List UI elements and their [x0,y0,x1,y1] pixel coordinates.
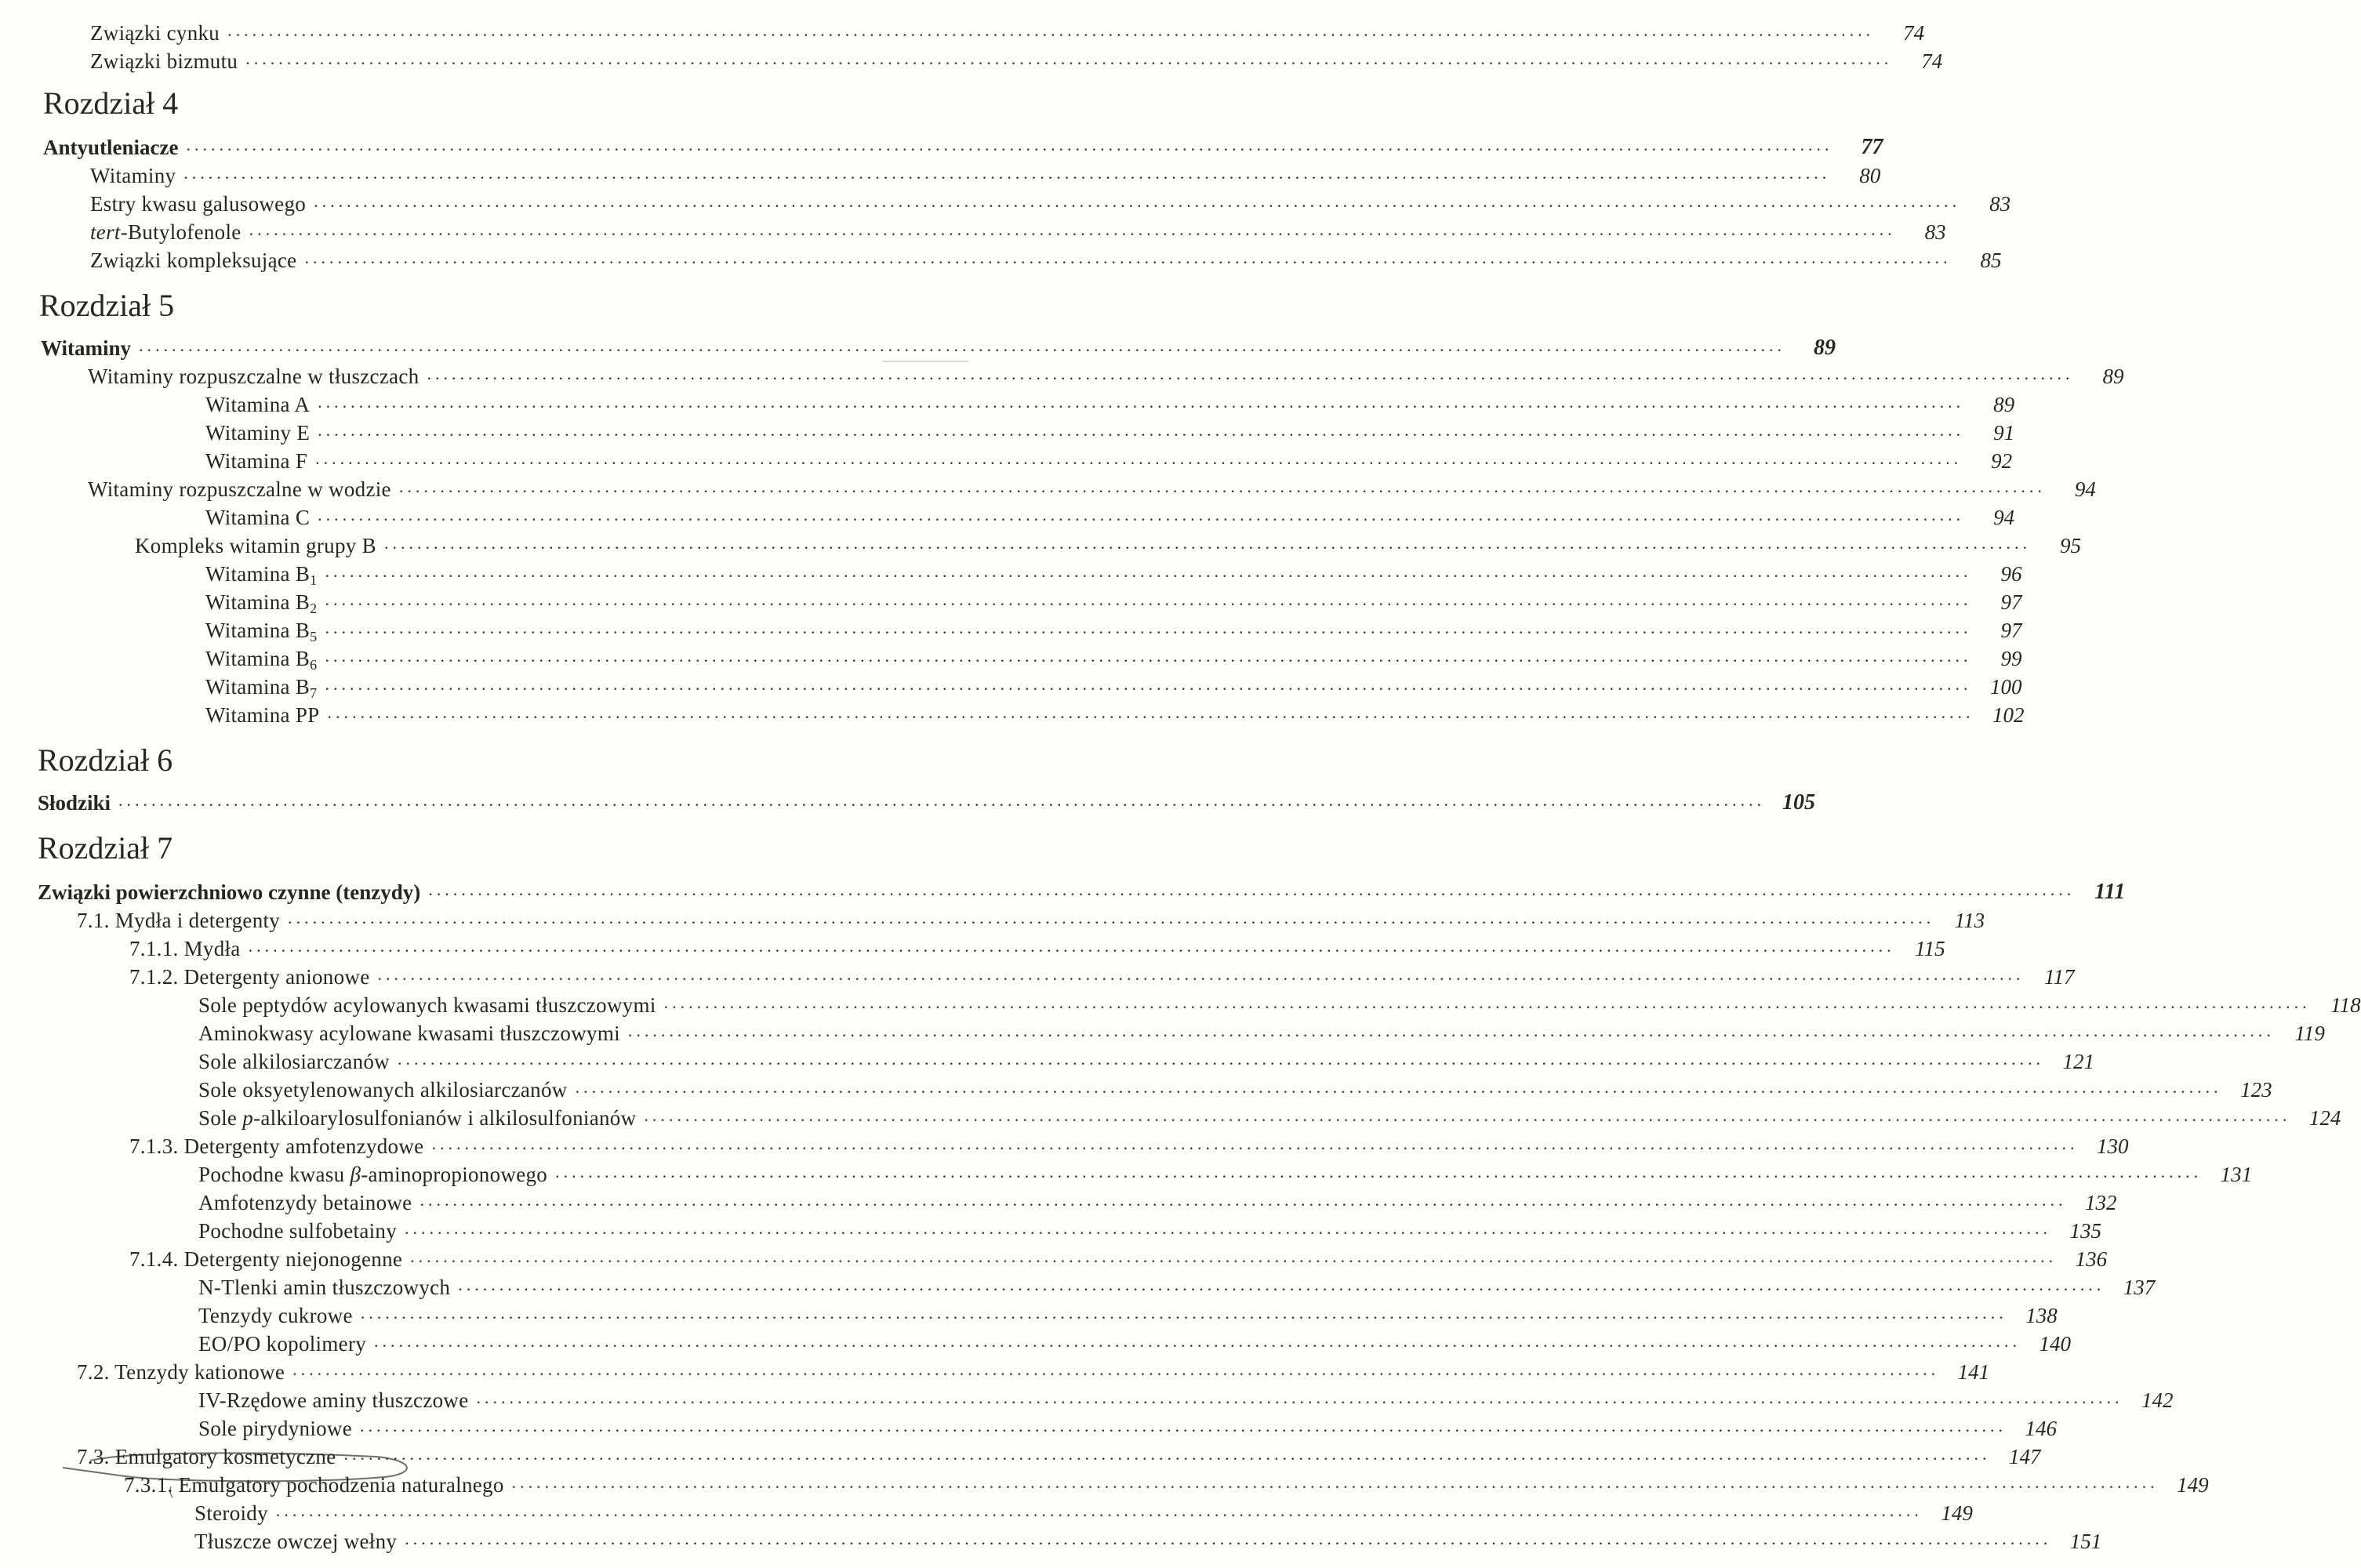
toc-entry-line[interactable] [198,1212,2102,1243]
dot-leader: ........................................................................................................................................................................................................ [398,477,2046,496]
dot-leader: ........................................................................................................................................................................................................ [555,1162,2203,1181]
toc-entry-title [205,703,327,728]
toc-entry-line[interactable] [198,1184,2117,1215]
toc-entry-text: Sole pirydyniowe [198,1417,353,1440]
chapter-heading: Rozdział 5 [39,288,175,323]
toc-entry-prefix: Pochodne kwasu [198,1163,351,1186]
dot-leader: ........................................................................................................................................................................................................ [458,1275,2105,1294]
page-number: 111 [2094,880,2126,904]
toc-entry-line[interactable] [205,696,2025,728]
toc-entry-text: Sole oksyetylenowanych alkilosiarczanów [198,1078,568,1102]
chapter-heading: Rozdział 6 [38,742,173,778]
page-number: 74 [1921,49,1943,73]
page-number: 92 [1991,449,2013,473]
dot-leader: ........................................................................................................................................................................................................ [476,1388,2123,1407]
toc-entry-italic-prefix: β [350,1163,361,1186]
page-number: 102 [1992,703,2025,727]
page-number: 77 [1861,135,1883,159]
toc-entry-text: 7.1. Mydła i detergenty [77,909,281,932]
toc-entry-line[interactable] [88,470,2096,502]
page-number: 85 [1980,249,2002,272]
dot-leader: ........................................................................................................................................................................................................ [275,1501,1923,1520]
page-number: 117 [2043,965,2075,989]
page-number: 80 [1859,164,1881,187]
toc-entry-text: 7.3.1. Emulgatory pochodzenia naturalnego [124,1473,504,1497]
toc-entry-line[interactable] [198,1325,2072,1356]
page-number: 94 [1993,506,2015,529]
toc-entry-text: Tłuszcze owczej wełny [194,1530,398,1553]
toc-section-line[interactable] [38,784,1816,815]
page-number: 121 [2062,1050,2094,1073]
toc-entry-line[interactable] [90,14,1925,45]
dot-leader: ........................................................................................................................................................................................................ [343,1444,1991,1464]
toc-entry-line[interactable] [90,213,1946,245]
toc-entry-line[interactable] [77,1353,1990,1385]
toc-entry-line[interactable] [90,42,1943,74]
dot-leader: ........................................................................................................................................................................................................ [420,1190,2067,1210]
dot-leader: ........................................................................................................................................................................................................ [139,336,1786,355]
toc-section-line[interactable] [38,873,2126,905]
dot-leader: ........................................................................................................................................................................................................ [186,135,1833,154]
toc-entry-line[interactable] [198,1014,2325,1046]
toc-entry-line[interactable] [198,1269,2156,1300]
toc-entry-line[interactable] [194,1523,2102,1554]
toc-entry-line[interactable] [205,583,2022,616]
toc-entry-title [38,791,118,815]
toc-entry-line[interactable] [77,1438,2041,1469]
page-number: 100 [1989,675,2022,699]
toc-entry-text: Sole peptydów acylowanych kwasami tłuszczowymi [198,993,656,1017]
toc-entry-line[interactable] [205,386,2015,417]
toc-entry-text: Estry kwasu galusowego [90,192,307,216]
dot-leader: ........................................................................................................................................................................................................ [360,1303,2007,1323]
toc-section-line[interactable] [41,329,1836,361]
toc-entry-line[interactable] [90,157,1881,188]
toc-entry-text: 7.1.3. Detergenty amfotenzydowe [129,1134,424,1158]
page-number: 89 [2102,365,2124,388]
toc-entry-line[interactable] [77,902,1985,933]
page-number: 96 [2000,562,2022,586]
toc-entry-line[interactable] [129,1127,2129,1159]
toc-entry-line[interactable] [205,442,2013,474]
toc-entry-text: 7.1.2. Detergenty anionowe [129,965,370,989]
page-number: 94 [2074,477,2096,501]
page-number: 149 [1941,1501,1973,1525]
page-number: 131 [2220,1163,2253,1186]
toc-entry-line[interactable] [198,1381,2174,1413]
toc-entry-text: Witamina PP [205,703,320,727]
dot-leader: ........................................................................................................................................................................................................ [397,1049,2044,1069]
dot-leader: ........................................................................................................................................................................................................ [315,448,1963,468]
page-number: 138 [2025,1304,2058,1327]
toc-entry-text: Witaminy rozpuszczalne w tłuszczach [88,365,420,388]
toc-entry-text: 7.1.4. Detergenty niejonogenne [129,1247,403,1271]
page-number: 99 [2000,647,2022,670]
dot-leader: ........................................................................................................................................................................................................ [183,163,1831,183]
toc-entry-text: 7.1.1. Mydła [129,937,241,960]
page-number: 115 [1915,937,1945,960]
toc-entry-line[interactable] [205,640,2022,673]
dot-leader: ........................................................................................................................................................................................................ [292,1359,1940,1379]
dot-leader: ........................................................................................................................................................................................................ [383,533,2031,553]
toc-entry-text: Amfotenzydy betainowe [198,1191,412,1214]
dot-leader: ........................................................................................................................................................................................................ [360,1416,2007,1436]
page-number: 136 [2075,1247,2108,1271]
chapter-heading: Rozdział 7 [38,830,173,866]
dot-leader: ........................................................................................................................................................................................................ [248,936,1895,956]
toc-entry-line[interactable] [198,1071,2272,1102]
dot-leader: ........................................................................................................................................................................................................ [227,20,1875,40]
toc-entry-line[interactable] [198,1156,2253,1187]
dot-leader: ........................................................................................................................................................................................................ [428,880,2076,899]
page-number: 83 [1989,192,2011,216]
toc-entry-text: Witaminy [90,164,176,187]
toc-entry-text: Steroidy [194,1501,268,1525]
toc-entry-line[interactable] [205,555,2022,588]
page-number: 95 [2059,534,2081,557]
toc-entry-text: -alkiloarylosulfonianów i alkilosulfonianów [253,1106,637,1130]
page-number: 130 [2096,1134,2129,1158]
dot-leader: ........................................................................................................................................................................................................ [644,1105,2291,1125]
toc-entry-title [194,1530,405,1554]
toc-entry-text: Witamina F [205,449,308,473]
dot-leader: ........................................................................................................................................................................................................ [374,1331,2021,1351]
toc-entry-text: Witamina C [205,506,311,529]
toc-entry-line[interactable] [198,1297,2058,1328]
subscript: 2 [310,601,318,616]
toc-entry-text: Witaminy E [205,421,311,445]
subscript: 1 [310,572,318,588]
page-number: 113 [1954,909,1985,932]
toc-entry-text: 7.3. Emulgatory kosmetyczne [77,1445,336,1468]
toc-entry-text: Witaminy rozpuszczalne w wodzie [88,477,391,501]
dot-leader: ........................................................................................................................................................................................................ [327,702,1974,722]
dot-leader: ........................................................................................................................................................................................................ [405,1529,2052,1548]
toc-entry-text: Związki cynku [90,21,220,45]
toc-entry-line[interactable] [198,1043,2094,1074]
page-number: 149 [2177,1473,2209,1497]
dot-leader: ........................................................................................................................................................................................................ [663,993,2311,1012]
dot-leader: ........................................................................................................................................................................................................ [318,420,1965,440]
toc-entry-italic-prefix: tert [90,220,121,244]
toc-entry-text: Kompleks witamin grupy B [135,534,376,557]
toc-entry-text: EO/PO kopolimery [198,1332,367,1356]
toc-entry-line[interactable] [198,1410,2058,1441]
toc-entry-italic-prefix: p [242,1106,254,1130]
toc-entry-line[interactable] [90,241,2002,273]
page-number: 97 [2000,619,2022,642]
toc-entry-text: Słodziki [38,791,111,815]
page-number: 119 [2294,1022,2325,1045]
dot-leader: ........................................................................................................................................................................................................ [575,1077,2222,1097]
dot-leader: ........................................................................................................................................................................................................ [431,1134,2079,1153]
page-number: 146 [2025,1417,2058,1440]
page-number: 140 [2039,1332,2072,1356]
page-number: 89 [1993,393,2015,416]
dot-leader: ........................................................................................................................................................................................................ [511,1472,2159,1492]
toc-entry-line[interactable] [194,1494,1973,1526]
dot-leader: ........................................................................................................................................................................................................ [318,505,1965,524]
page-number: 132 [2084,1191,2117,1214]
page-number: 151 [2069,1530,2102,1553]
page-number: 124 [2308,1106,2341,1130]
toc-entry-text: Związki powierzchniowo czynne (tenzydy) [38,880,421,904]
dot-leader: ........................................................................................................................................................................................................ [249,220,1896,239]
toc-entry-line[interactable] [205,499,2015,530]
toc-entry-line[interactable] [135,527,2081,558]
toc-entry-line[interactable] [129,930,1945,961]
toc-entry-line[interactable] [90,185,2011,216]
page-number: 123 [2240,1078,2272,1102]
toc-entry-text: Witamina B [205,590,311,614]
toc-entry-text: IV-Rzędowe aminy tłuszczowe [198,1388,469,1412]
toc-entry-text: Witamina B [205,619,311,642]
dot-leader: ........................................................................................................................................................................................................ [325,618,1972,637]
dot-leader: ........................................................................................................................................................................................................ [318,392,1965,412]
page-number: 141 [1957,1360,1990,1384]
dot-leader: ........................................................................................................................................................................................................ [245,49,1893,68]
page-number: 91 [1993,421,2015,445]
dot-leader: ........................................................................................................................................................................................................ [410,1247,2058,1266]
toc-entry-title [90,49,245,74]
toc-entry-text: Witamina A [205,393,311,416]
toc-entry-line[interactable] [205,668,2022,701]
toc-entry-line[interactable] [129,1240,2108,1272]
dot-leader: ........................................................................................................................................................................................................ [304,248,1952,267]
dot-leader: ........................................................................................................................................................................................................ [118,790,1766,810]
page-number: 135 [2069,1219,2102,1243]
toc-entry-line[interactable] [129,958,2075,989]
page-number: 118 [2330,993,2361,1017]
toc-entry-text: 7.2. Tenzydy kationowe [77,1360,285,1384]
dot-leader: ........................................................................................................................................................................................................ [314,191,1961,211]
page-number: 83 [1924,220,1946,244]
toc-entry-text: Witamina B [205,562,311,586]
toc-entry-text: Tenzydy cukrowe [198,1304,353,1327]
toc-entry-text: Związki bizmutu [90,49,238,73]
page-number: 89 [1814,336,1836,360]
chapter-heading: Rozdział 4 [43,85,179,121]
toc-entry-text: Pochodne sulfobetainy [198,1219,398,1243]
toc-entry-line[interactable] [198,986,2361,1018]
page-number: 137 [2123,1276,2156,1299]
subscript: 5 [310,629,318,644]
toc-entry-line[interactable] [88,358,2124,389]
toc-entry-prefix: Sole [198,1106,243,1130]
toc-entry-line[interactable] [198,1099,2341,1131]
toc-section-line[interactable] [43,129,1883,160]
page-number: 147 [2009,1445,2041,1468]
dot-leader: ........................................................................................................................................................................................................ [288,908,1935,927]
toc-entry-text: Witamina B [205,675,311,699]
toc-entry-text: -Butylofenole [120,220,242,244]
dot-leader: ........................................................................................................................................................................................................ [427,364,2074,383]
dot-leader: ........................................................................................................................................................................................................ [377,964,2025,984]
toc-entry-text: Sole alkilosiarczanów [198,1050,390,1073]
toc-entry-line[interactable] [205,414,2015,445]
subscript: 6 [310,657,318,673]
toc-entry-text: N-Tlenki amin tłuszczowych [198,1276,451,1299]
toc-entry-line[interactable] [124,1466,2209,1497]
toc-entry-text: Aminokwasy acylowane kwasami tłuszczowymi [198,1022,620,1045]
dot-leader: ........................................................................................................................................................................................................ [627,1021,2275,1040]
page-number: 97 [2000,590,2022,614]
toc-entry-text: -aminopropionowego [361,1163,548,1186]
subscript: 7 [310,685,318,701]
page-number: 105 [1782,790,1816,815]
dot-leader: ........................................................................................................................................................................................................ [405,1218,2052,1238]
page-number: 74 [1903,21,1925,45]
dot-leader: ........................................................................................................................................................................................................ [325,561,1972,581]
toc-entry-text: Witaminy [41,336,132,360]
toc-entry-text: Antyutleniacze [43,136,179,159]
dot-leader: ........................................................................................................................................................................................................ [325,590,1972,609]
page-number: 142 [2141,1388,2174,1412]
toc-entry-title [90,249,304,273]
dot-leader: ........................................................................................................................................................................................................ [325,646,1972,666]
dot-leader: ........................................................................................................................................................................................................ [325,674,1972,694]
toc-entry-line[interactable] [205,612,2022,644]
toc-entry-text: Związki kompleksujące [90,249,297,272]
toc-entry-text: Witamina B [205,647,311,670]
